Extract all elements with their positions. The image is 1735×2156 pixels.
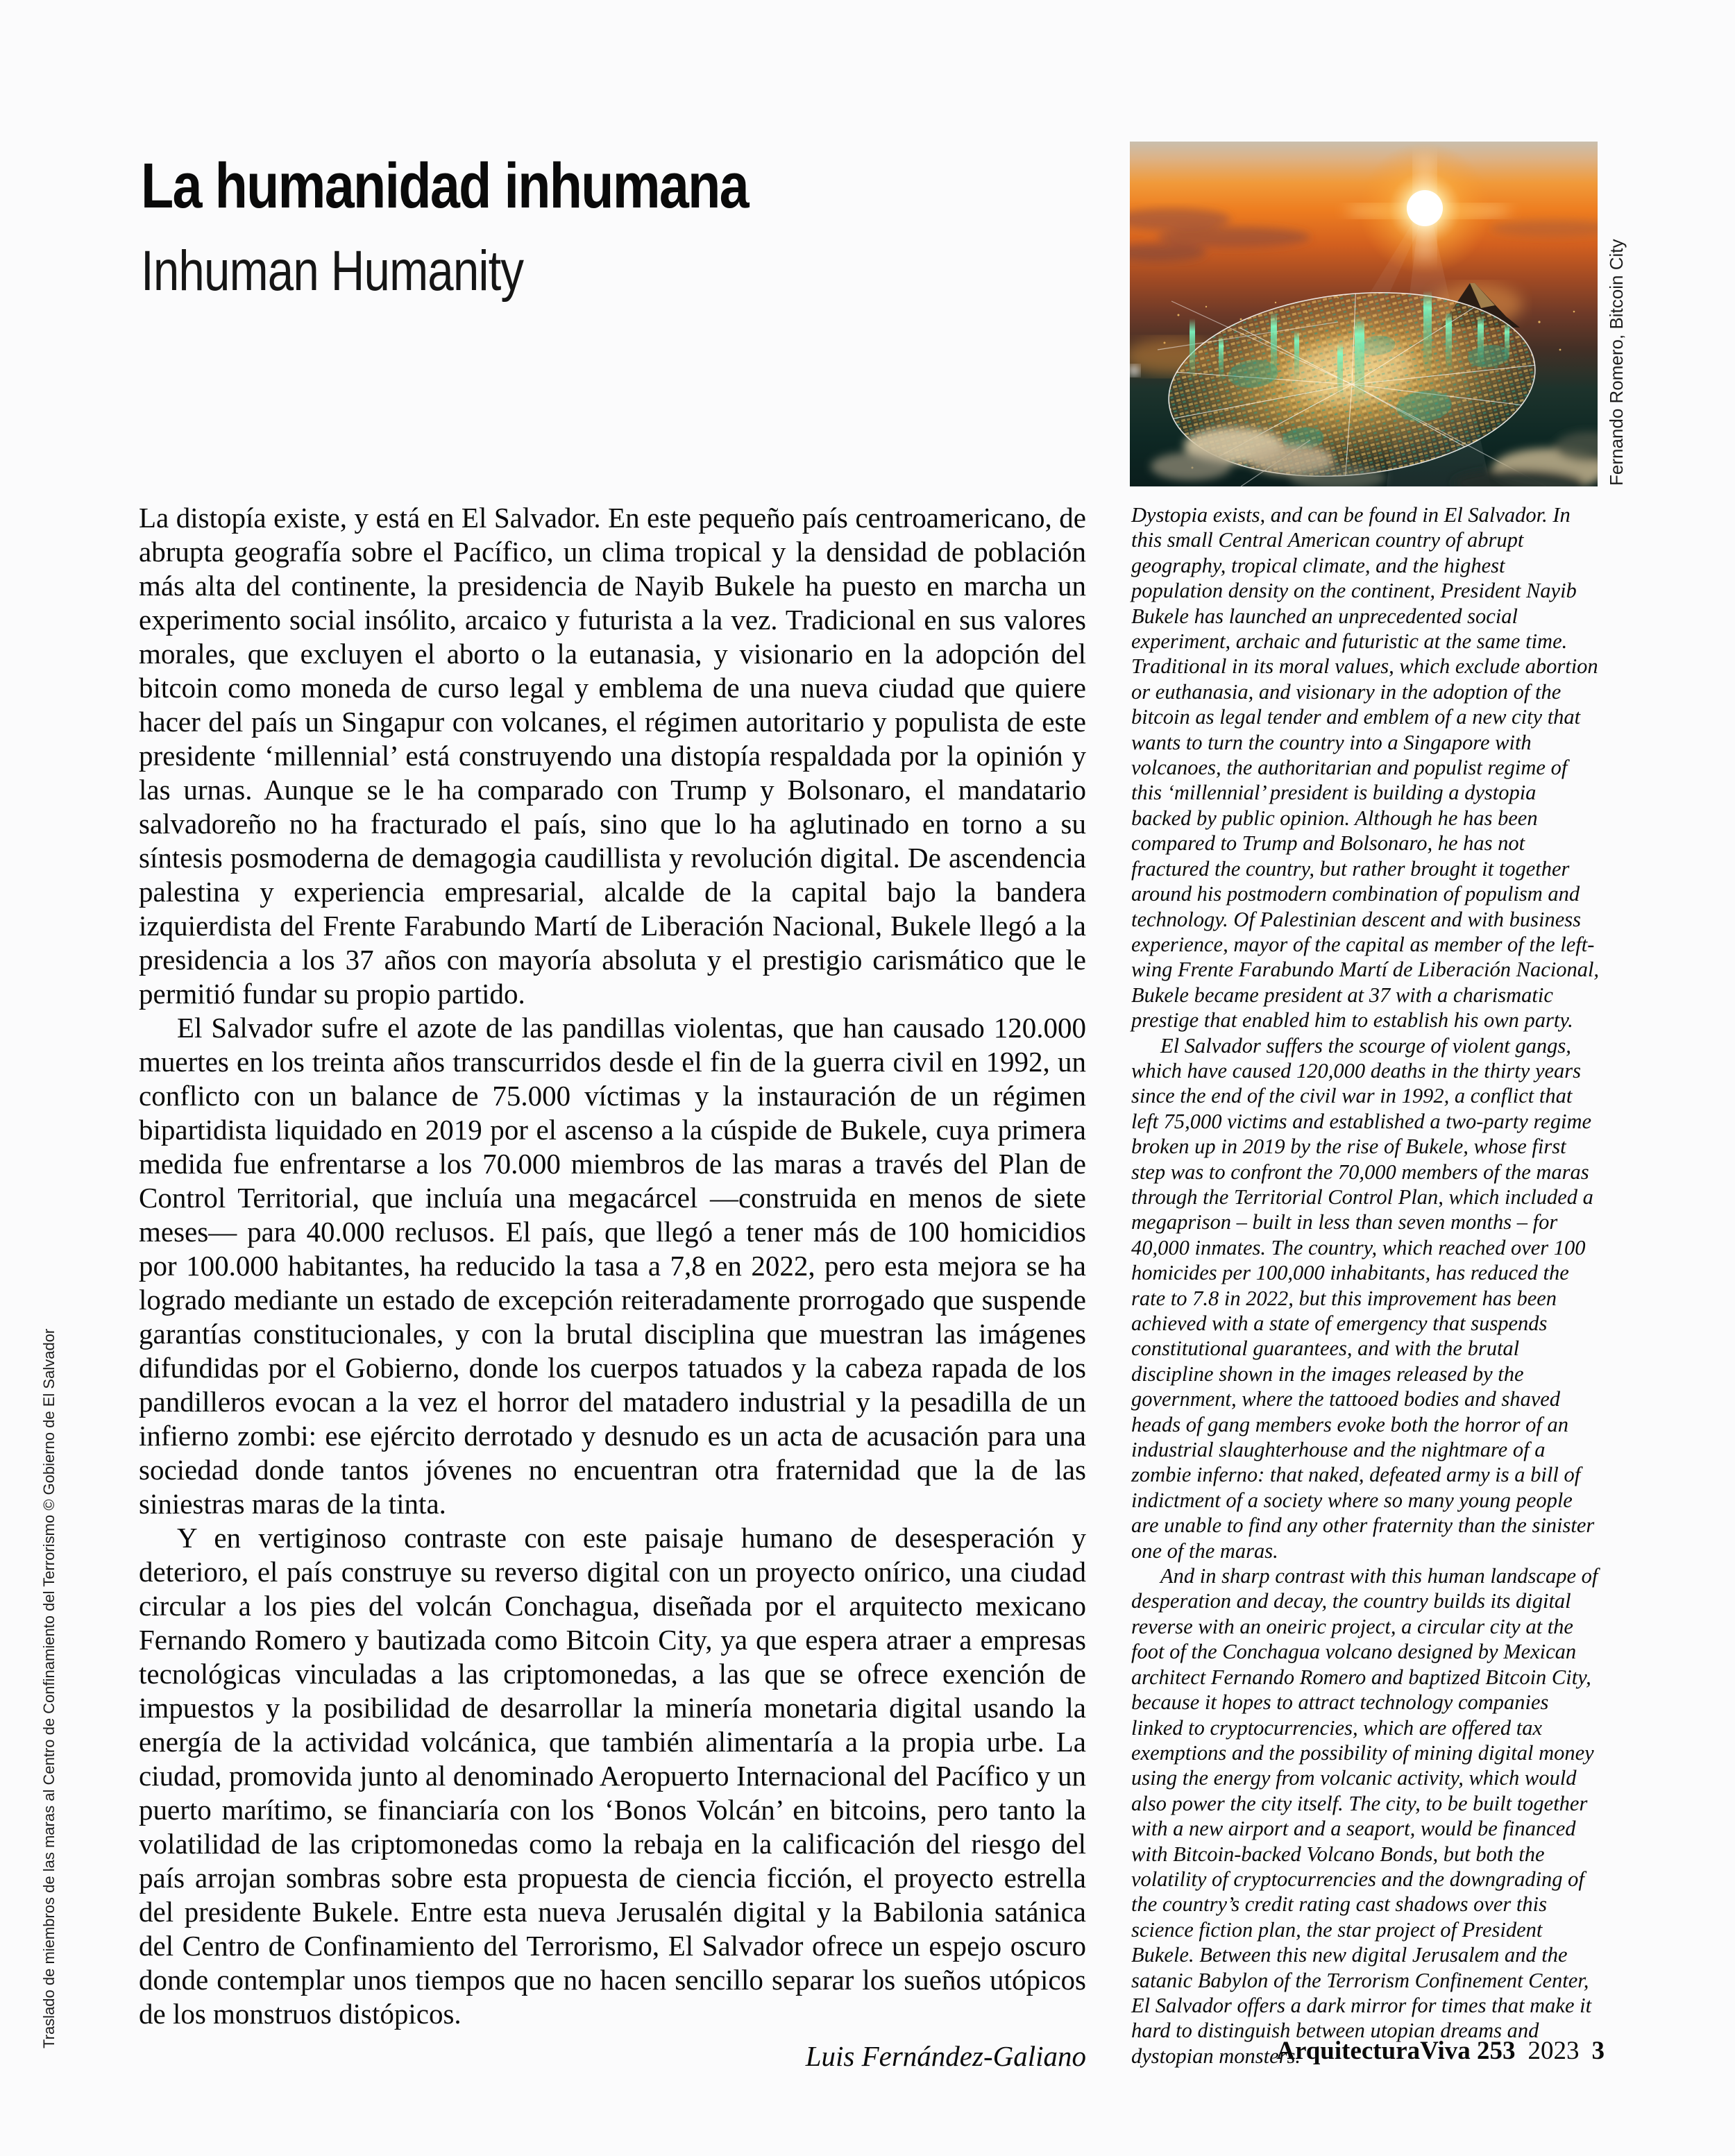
page-subtitle: Inhuman Humanity: [141, 239, 524, 303]
bitcoin-city-photo: [1130, 142, 1598, 486]
footer-page-number: 3: [1591, 2037, 1605, 2065]
left-margin-caption: Traslado de miembros de las maras al Centro de Confinamiento del Terrorismo © Gobierno de El Salvador: [40, 1328, 58, 2048]
footer-magazine-issue: ArquitecturaViva 253: [1276, 2037, 1516, 2065]
paragraph-es-1: La distopía existe, y está en El Salvador. En este pequeño país centroamericano, de abrupta geografía sobre el Pacífico, un clima tropical y la densidad de población más alta del continente, la presidencia de Nayib Bukele ha puesto en marcha un experimento social insólito, arcaico y futurista a la vez. Tradicional en sus valores morales, que excluyen el aborto o la eutanasia, y visionario en la adopción del bitcoin como moneda de curso legal y emblema de una nueva ciudad que quiere hacer del país un Singapur con volcanes, el régimen autoritario y populista de este presidente ‘millennial’ está construyendo una distopía respaldada por la opinión y las urnas. Aunque se le ha comparado con Trump y Bolsonaro, el mandatario salvadoreño no ha fracturado el país, sino que lo ha aglutinado en torno a su síntesis posmoderna de demagogia caudillista y revolución digital. De ascendencia palestina y experiencia empresarial, alcalde de la capital bajo la bandera izquierdista del Frente Farabundo Martí de Liberación Nacional, Bukele llegó a la presidencia a los 37 años con mayoría absoluta y el prestigio carismático que le permitió fundar su propio partido.: [139, 502, 1086, 1010]
paragraph-es-2: El Salvador sufre el azote de las pandillas violentas, que han causado 120.000 muertes en los treinta años transcurridos desde el fin de la guerra civil en 1992, un conflicto con un balance de 75.000 víctimas y la instauración de un régimen bipartidista liquidado en 2019 por el ascenso a la cúspide de Bukele, cuya primera medida fue enfrentarse a los 70.000 miembros de las maras a través del Plan de Control Territorial, que incluía una megacárcel —construida en menos de siete meses— para 40.000 reclusos. El país, que llegó a tener más de 100 homicidios por 100.000 habitantes, ha reducido la tasa a 7,8 en 2022, pero esta mejora se ha logrado mediante un estado de excepción reiteradamente prorrogado que suspende garantías constitucionales, y con la brutal disciplina que muestran las imágenes difundidas por el Gobierno, donde los cuerpos tatuados y la cabeza rapada de los pandilleros evocan a la vez el horror del matadero industrial y la pesadilla de un infierno zombi: ese ejército derrotado y desnudo es un acta de acusación para una sociedad donde tantos jóvenes no encuentran otra fraternidad que la de las siniestras maras de la tinta.: [139, 1012, 1086, 1520]
paragraph-en-3: And in sharp contrast with this human landscape of desperation and decay, the country builds its digital reverse with an oneiric project, a circular city at the foot of the Conchagua volcano designed by Mexican architect Fernando Romero and baptized Bitcoin City, because it hopes to attract technology companies linked to cryptocurrencies, which are offered tax exemptions and the possibility of mining digital money using the energy from volcanic activity, which would also power the city itself. The city, to be built together with a new airport and a seaport, would be financed with Bitcoin-backed Volcano Bonds, but both the volatility of cryptocurrencies and the downgrading of the country’s credit rating cast shadows over this science fiction plan, the star project of President Bukele. Between this new digital Jerusalem and the satanic Babylon of the Terrorism Confinement Center, El Salvador offers a dark mirror for times that make it hard to distinguish between utopian dreams and dystopian monsters.: [1131, 1564, 1598, 2068]
footer-year: 2023: [1527, 2037, 1580, 2065]
article-spanish: [139, 501, 1086, 2073]
paragraph-en-2: El Salvador suffers the scourge of violent gangs, which have caused 120,000 deaths in the thirty years since the end of the civil war in 1992, a conflict that left 75,000 victims and established a two-party regime broken up in 2019 by the rise of Bukele, whose first step was to confront the 70,000 members of the maras through the Territorial Control Plan, which included a megaprison – built in less than seven months – for 40,000 inmates. The country, which reached over 100 homicides per 100,000 inhabitants, has reduced the rate to 7.8 in 2022, but this improvement has been achieved with a state of emergency that suspends constitutional guarantees, and with the brutal discipline shown in the images released by the government, where the tattooed bodies and shaved heads of gang members evoke both the horror of an industrial slaughterhouse and the nightmare of a zombie inferno: that naked, defeated army is a bill of indictment of a society where so many young people are unable to find any other fraternity than the sinister one of the maras.: [1131, 1033, 1595, 1563]
author-byline: Luis Fernández-Galiano: [805, 2040, 1086, 2072]
article-english: [1131, 502, 1600, 2069]
paragraph-en-1: Dystopia exists, and can be found in El Salvador. In this small Central American country of abrupt geography, tropical climate, and the highest population density on the continent, President Nayib Bukele has launched an unprecedented social experiment, archaic and futuristic at the same time. Traditional in its moral values, which exclude abortion or euthanasia, and visionary in the adoption of the bitcoin as legal tender and emblem of a new city that wants to turn the country into a Singapore with volcanoes, the authoritarian and populist regime of this ‘millennial’ president is building a dystopia backed by public opinion. Although he has been compared to Trump and Bolsonaro, he has not fractured the country, but rather brought it together around his postmodern combination of populism and technology. Of Palestinian descent and with business experience, mayor of the capital as member of the left-wing Frente Farabundo Martí de Liberación Nacional, Bukele became president at 37 with a charismatic prestige that enabled him to establish his own party.: [1131, 503, 1600, 1033]
page-footer: [1276, 2036, 1605, 2066]
paragraph-es-3: Y en vertiginoso contraste con este paisaje humano de desesperación y deterioro, el país construye su reverso digital con un proyecto onírico, una ciudad circular a los pies del volcán Conchagua, diseñada por el arquitecto mexicano Fernando Romero y bautizada como Bitcoin City, ya que espera atraer a empresas tecnológicas vinculadas a las criptomonedas, a las que se ofrece exención de impuestos y la posibilidad de desarrollar la minería monetaria digital usando la energía de la actividad volcánica, que también alimentaría a la propia urbe. La ciudad, promovida junto al denominado Aeropuerto Internacional del Pacífico y un puerto marítimo, se financiaría con los ‘Bonos Volcán’ en bitcoins, pero tanto la volatilidad de las criptomonedas como la rebaja en la calificación del riesgo del país arrojan sombras sobre esta propuesta de ciencia ficción, el proyecto estrella del presidente Bukele. Entre esta nueva Jerusalén digital y la Babilonia satánica del Centro de Confinamiento del Terrorismo, El Salvador ofrece un espejo oscuro donde contemplar unos tiempos que no hacen sencillo separar los sueños utópicos de los monstruos distópicos.: [139, 1522, 1086, 2030]
photo-caption: Fernando Romero, Bitcoin City: [1606, 239, 1627, 486]
page-title: La humanidad inhumana: [141, 150, 748, 221]
